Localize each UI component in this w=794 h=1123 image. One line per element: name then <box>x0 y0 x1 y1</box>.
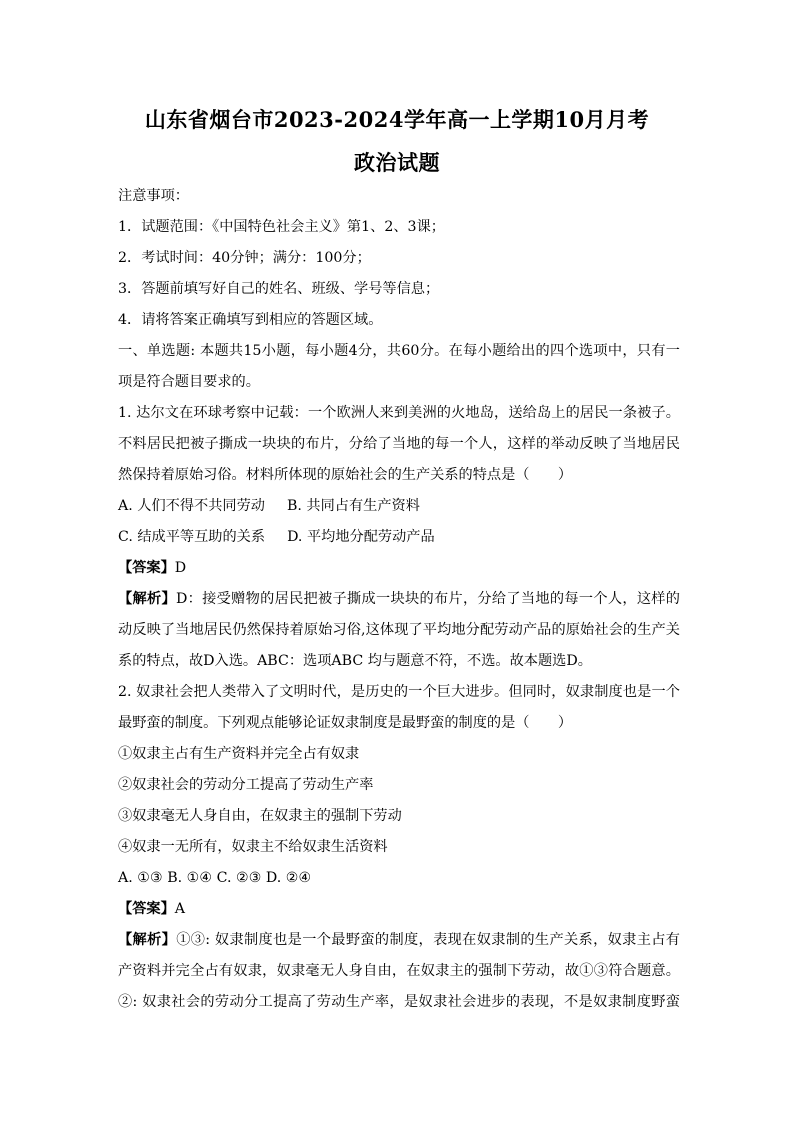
q1-answer-label: 【答案】 <box>118 560 175 576</box>
q1-options-row-2 <box>118 522 680 553</box>
note-item: 4．请将答案正确填写到相应的答题区域。 <box>118 312 383 328</box>
q1-analysis-label: 【解析】 <box>118 591 176 607</box>
q1-answer-value: D <box>174 560 187 576</box>
q2-statement: ③奴隶毫无人身自由，在奴隶主的强制下劳动 <box>118 808 402 824</box>
q2-answer-value: A <box>174 901 186 917</box>
q1-option-a: A. 人们不得不共同劳动 <box>118 498 265 514</box>
q2-statement: ①奴隶主占有生产资料并完全占有奴隶 <box>118 746 360 762</box>
note-item: 2．考试时间：40分钟；满分：100分； <box>118 250 371 266</box>
q2-statement: ②奴隶社会的劳动分工提高了劳动生产率 <box>118 777 374 793</box>
q1-option-b: B. 共同占有生产资料 <box>286 498 420 514</box>
q1-stem-line: 不料居民把被子撕成一块块的布片，分给了当地的每一个人，这样的举动反映了当地居民 <box>118 436 680 452</box>
q1-analysis-line <box>118 584 680 615</box>
q2-stem-line: 2. 奴隶社会把人类带入了文明时代，是历史的一个巨大进步。但同时，奴隶制度也是一个 <box>118 684 680 700</box>
q1-answer <box>118 553 680 584</box>
q1-option-d: D. 平均地分配劳动产品 <box>287 529 435 545</box>
document-subtitle: 政治试题 <box>354 150 440 175</box>
q1-stem-line: 然保持着原始习俗。材料所体现的原始社会的生产关系的特点是（ ） <box>118 467 573 483</box>
q2-options: A. ①③ B. ①④ C. ②③ D. ②④ <box>118 870 312 886</box>
q2-analysis-text: ①③: 奴隶制度也是一个最野蛮的制度，表现在奴隶制的生产关系，奴隶主占有 <box>176 932 680 948</box>
q1-option-c: C. 结成平等互助的关系 <box>118 529 266 545</box>
q1-analysis-line: 系的特点，故D入选。ABC：选项ABC 均与题意不符，不选。故本题选D。 <box>118 653 592 669</box>
q2-answer-label: 【答案】 <box>118 901 175 917</box>
q2-analysis-line: 产资料并完全占有奴隶，奴隶毫无人身自由，在奴隶主的强制下劳动，故①③符合题意。 <box>118 963 680 979</box>
q2-analysis-label: 【解析】 <box>118 932 177 948</box>
section-instruction: 一、单选题: 本题共15小题，每小题4分，共60分。在每小题给出的四个选项中，只有一 <box>118 343 680 359</box>
q2-answer <box>118 894 680 925</box>
note-item: 3．答题前填写好自己的姓名、班级、学号等信息； <box>118 281 440 297</box>
q1-options-row-1 <box>118 491 680 522</box>
document-body <box>118 181 680 1018</box>
document-title: 山东省烟台市2023-2024学年高一上学期10月月考 <box>144 107 650 132</box>
q2-statement: ④奴隶一无所有，奴隶主不给奴隶生活资料 <box>118 839 388 855</box>
q2-analysis-line: ②: 奴隶社会的劳动分工提高了劳动生产率，是奴隶社会进步的表现，不是奴隶制度野蛮 <box>118 994 680 1010</box>
q1-analysis-text: D：接受赠物的居民把被子撕成一块块的布片，分给了当地的每一个人，这样的 <box>175 591 680 607</box>
q1-analysis-line: 动反映了当地居民仍然保持着原始习俗,这体现了平均地分配劳动产品的原始社会的生产关 <box>118 622 680 638</box>
notes-heading: 注意事项： <box>118 188 189 204</box>
note-item: 1．试题范围：《中国特色社会主义》第1、2、3课； <box>118 219 445 235</box>
section-instruction-cont: 项是符合题目要求的。 <box>118 374 260 390</box>
q2-stem-line: 最野蛮的制度。下列观点能够论证奴隶制度是最野蛮的制度的是（ ） <box>118 715 573 731</box>
q2-analysis-line <box>118 925 680 956</box>
q1-stem-line: 1. 达尔文在环球考察中记载：一个欧洲人来到美洲的火地岛，送给岛上的居民一条被子。 <box>118 405 680 421</box>
